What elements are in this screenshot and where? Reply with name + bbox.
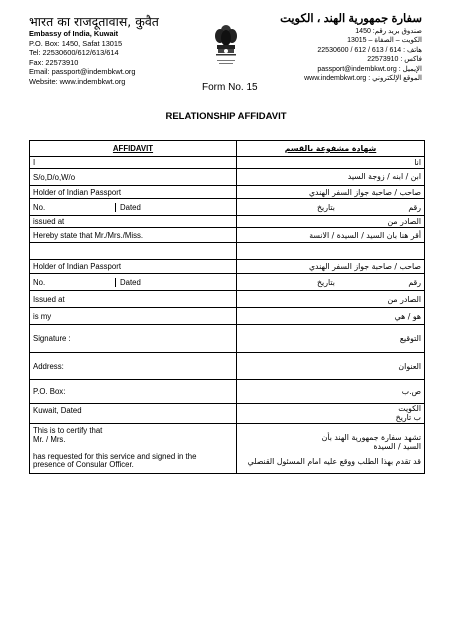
field-sodo[interactable]: S/o,D/o,W/o (30, 169, 237, 186)
certify-block-ar (237, 424, 425, 474)
blank-row-ar (237, 243, 425, 260)
embassy-website: Website: www.indembkwt.org (29, 76, 126, 86)
field-is-my-ar: هو / هي (237, 308, 425, 325)
arabic-safat: الكويت – الصفاة – 13015 (347, 37, 422, 45)
certify-line-4: presence of Consular Officer. (33, 460, 134, 470)
field-i-ar: انا (237, 157, 425, 169)
field-holder-1[interactable]: Holder of Indian Passport (30, 186, 237, 199)
field-kuwait-dated[interactable]: Kuwait, Dated (30, 404, 237, 424)
affidavit-heading-en: AFFIDAVIT (30, 141, 237, 157)
field-signature-ar: التوقيع (237, 325, 425, 353)
arabic-email: الإيميل : passport@indembkwt.org (317, 65, 422, 73)
certify-block (30, 424, 237, 474)
embassy-header-english (29, 14, 159, 87)
field-holder-2-ar: صاحب / صاحبة جواز السفر الهندي (237, 260, 425, 274)
field-address-ar: العنوان (237, 353, 425, 380)
embassy-tel: Tel: 22530600/612/613/614 (29, 48, 119, 58)
field-hereby[interactable]: Hereby state that Mr./Mrs./Miss. (30, 228, 237, 243)
field-dated-1[interactable]: Dated (115, 203, 236, 212)
embassy-address: P.O. Box: 1450, Safat 13015 (29, 38, 123, 48)
field-po-box-ar: ص.ب (237, 380, 425, 404)
dated-ar: ب تاريخ (395, 412, 421, 422)
certify-ar-line-1: تشهد سفارة جمهورية الهند بأن (321, 433, 421, 443)
affidavit-form (29, 140, 425, 474)
certify-line-3: has requested for this service and signed in the (33, 451, 197, 461)
national-emblem-icon (212, 22, 240, 80)
field-passport-no-2[interactable]: No. (33, 277, 46, 287)
blank-row[interactable] (30, 243, 237, 260)
field-passport-no-1[interactable]: No. (33, 202, 46, 212)
arabic-tel: هاتف : 614 / 613 / 612 / 22530600 (317, 46, 422, 54)
field-passport-no-2-ar: رقم (408, 277, 421, 287)
field-address[interactable]: Address: (30, 353, 237, 380)
page-title: RELATIONSHIP AFFIDAVIT (165, 111, 287, 122)
field-issued-2-ar: الصادر من (237, 291, 425, 308)
field-i[interactable]: I (30, 157, 237, 169)
field-passport-no-1-ar: رقم (408, 202, 421, 212)
field-hereby-ar: أقر هنا بان السيد / السيدة / الانسة (237, 228, 425, 243)
embassy-email: Email: passport@indembkwt.org (29, 67, 136, 77)
form-number: Form No. 15 (202, 82, 258, 93)
field-po-box[interactable]: P.O. Box: (30, 380, 237, 404)
embassy-name: Embassy of India, Kuwait (29, 29, 119, 38)
field-issued-1-ar: الصادر من (237, 216, 425, 228)
field-dated-2[interactable]: Dated (115, 278, 236, 287)
field-kuwait-dated-ar (237, 404, 425, 424)
arabic-website: الموقع الإلكتروني : www.indembkwt.org (304, 75, 422, 83)
certify-ar-line-2: السيد / السيدة (373, 441, 421, 451)
field-is-my[interactable]: is my (30, 308, 237, 325)
arabic-embassy-name: سفارة جمهورية الهند ، الكويت (280, 13, 422, 25)
field-signature[interactable]: Signature : (30, 325, 237, 353)
field-issued-1[interactable]: issued at (30, 216, 237, 228)
certify-line-2: Mr. / Mrs. (33, 434, 66, 444)
field-holder-2[interactable]: Holder of Indian Passport (30, 260, 237, 274)
field-holder-1-ar: صاحب / صاحبة جواز السفر الهندي (237, 186, 425, 199)
field-dated-2-ar: بتاريخ (317, 277, 335, 287)
field-sodo-ar: ابن / ابنه / زوجة السيد (237, 169, 425, 186)
affidavit-heading-ar: شهادة مشفوعة بالقسم (237, 141, 425, 157)
hindi-embassy-name: भारत का राजदूतावास, कुवैत (29, 14, 159, 29)
arabic-address: صندوق بريد رقم: 1450 (355, 28, 422, 35)
embassy-fax: Fax: 22573910 (29, 57, 79, 67)
certify-ar-line-3: قد تقدم بهذا الطلب ووقع عليه امام المسئول القنصلي (247, 457, 421, 467)
kuwait-ar: الكويت (398, 403, 421, 413)
certify-line-1: This is to certify that (33, 426, 103, 436)
field-issued-2[interactable]: Issued at (30, 291, 237, 308)
field-dated-1-ar: بتاريخ (317, 202, 335, 212)
embassy-header-arabic (280, 12, 422, 83)
arabic-fax: فاكس : 22573910 (367, 56, 422, 64)
